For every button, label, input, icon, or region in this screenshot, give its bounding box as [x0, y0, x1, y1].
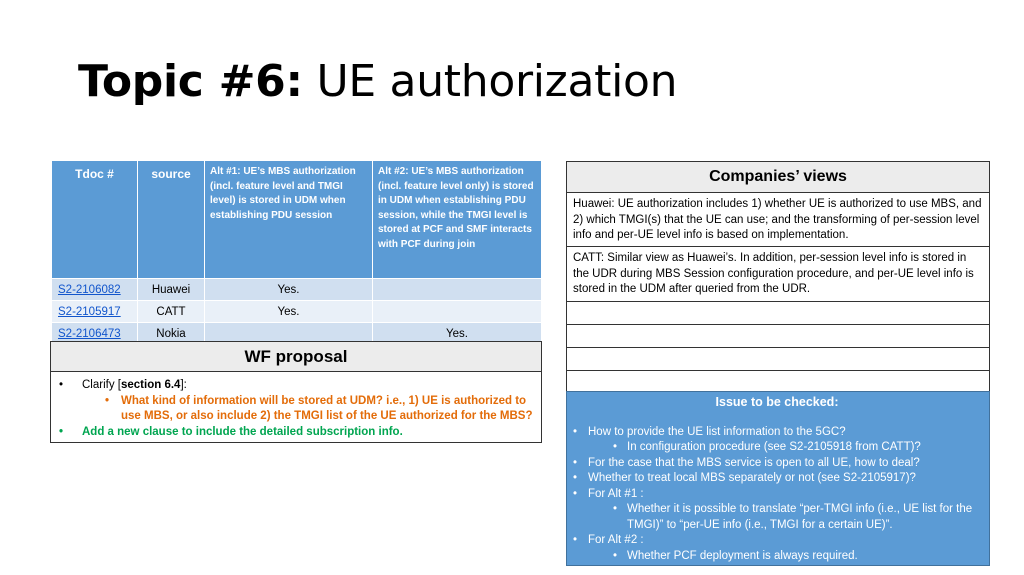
- issue-list: [573, 425, 981, 565]
- list-item: [573, 440, 981, 456]
- tdoc-link[interactable]: S2-2106082: [52, 279, 138, 301]
- issue-item-text: For Alt #2 :: [588, 534, 644, 546]
- alt2-cell: Yes.: [373, 323, 542, 345]
- slide-title: [78, 58, 677, 106]
- wf-item1-section: section 6.4: [120, 379, 181, 391]
- issue-box: [566, 391, 990, 566]
- list-item: [573, 487, 981, 503]
- list-item: [573, 425, 981, 441]
- issue-item-text: How to provide the UE list information to the 5GC?: [588, 425, 846, 438]
- alt1-cell: Yes.: [205, 279, 373, 301]
- header-alt1: Alt #1: UE’s MBS authorization (incl. feature level and TMGI level) is stored in UDM when establishing PDU session: [205, 161, 373, 279]
- table-row: [52, 301, 542, 323]
- alt2-cell: [373, 279, 542, 301]
- wf-proposal-box: [50, 341, 542, 443]
- source-cell: Huawei: [138, 279, 205, 301]
- list-item: [573, 456, 981, 472]
- bullet-icon: •: [573, 456, 578, 469]
- wf-item1-prefix: Clarify [: [82, 379, 121, 391]
- list-item: [573, 502, 981, 533]
- companies-view-empty-row: [567, 302, 989, 325]
- header-alt2: Alt #2: UE’s MBS authorization (incl. feature level only) is stored in UDM when establishing PDU session, while the TMGI level is stored at PCF and SMF interacts with PCF during join: [373, 161, 542, 279]
- bullet-icon: •: [613, 503, 618, 515]
- source-cell: Nokia: [138, 323, 205, 345]
- tdoc-link[interactable]: S2-2105917: [52, 301, 138, 323]
- issue-heading: Issue to be checked:: [715, 395, 839, 409]
- bullet-icon: •: [573, 472, 578, 484]
- companies-view-row: CATT: Similar view as Huawei’s. In addition, per-session level info is stored in the UDR during MBS Session configuration procedure, and per-UE level info is stored in the UDM after queried from the UDR.: [567, 247, 989, 302]
- bullet-icon: •: [59, 379, 64, 391]
- list-item: [59, 378, 541, 394]
- tdoc-link[interactable]: S2-2106473: [52, 323, 138, 345]
- companies-view-empty-row: [567, 325, 989, 348]
- issue-item-text: For Alt #1 :: [588, 487, 644, 500]
- list-item: [573, 549, 981, 565]
- wf-proposal-list: [51, 372, 541, 440]
- companies-view-row: Huawei: UE authorization includes 1) whether UE is authorized to use MBS, and 2) which TMGI(s) that the UE can use; and the transforming of per-session level info and per-UE level info is based on implementation.: [567, 193, 989, 247]
- slide-title-rest: UE authorization: [302, 56, 678, 107]
- bullet-icon: •: [59, 425, 64, 438]
- wf-proposal-heading: WF proposal: [51, 342, 541, 372]
- companies-views-heading: Companies’ views: [567, 162, 989, 193]
- bullet-icon: •: [573, 425, 578, 438]
- header-source: source: [138, 161, 205, 279]
- tdoc-table-header-row: [52, 161, 542, 279]
- bullet-icon: •: [613, 441, 618, 453]
- list-item: [59, 425, 541, 441]
- wf-item2: Add a new clause to include the detailed subscription info.: [82, 425, 403, 438]
- wf-item1-suffix: ]:: [180, 379, 187, 391]
- list-item: [59, 394, 541, 425]
- table-row: [52, 279, 542, 301]
- header-tdoc: Tdoc #: [52, 161, 138, 279]
- alt2-cell: [373, 301, 542, 323]
- companies-views-table: [566, 161, 990, 394]
- issue-item-text: Whether PCF deployment is always required.: [627, 549, 858, 562]
- wf-item1-sub: What kind of information will be stored at UDM? i.e., 1) UE is authorized to use MBS, or also include 2) the TMGI list of the UE authorized for the MBS?: [121, 394, 533, 422]
- issue-item-text: In configuration procedure (see S2-2105918 from CATT)?: [627, 441, 921, 453]
- companies-view-empty-row: [567, 348, 989, 371]
- slide-title-bold: Topic #6:: [78, 56, 303, 107]
- bullet-icon: •: [573, 487, 578, 500]
- alt1-cell: Yes.: [205, 301, 373, 323]
- issue-item-text: For the case that the MBS service is open to all UE, how to deal?: [588, 456, 920, 469]
- bullet-icon: •: [573, 534, 578, 546]
- list-item: [573, 533, 981, 549]
- bullet-icon: •: [613, 549, 618, 562]
- tdoc-table: [51, 160, 542, 345]
- bullet-icon: •: [105, 394, 110, 407]
- issue-item-text: Whether it is possible to translate “per-TMGI info (i.e., UE list for the TMGI)” to “per-UE info (i.e., TMGI for a certain UE)”.: [627, 503, 973, 531]
- list-item: [573, 471, 981, 487]
- source-cell: CATT: [138, 301, 205, 323]
- issue-item-text: Whether to treat local MBS separately or not (see S2-2105917)?: [588, 472, 916, 484]
